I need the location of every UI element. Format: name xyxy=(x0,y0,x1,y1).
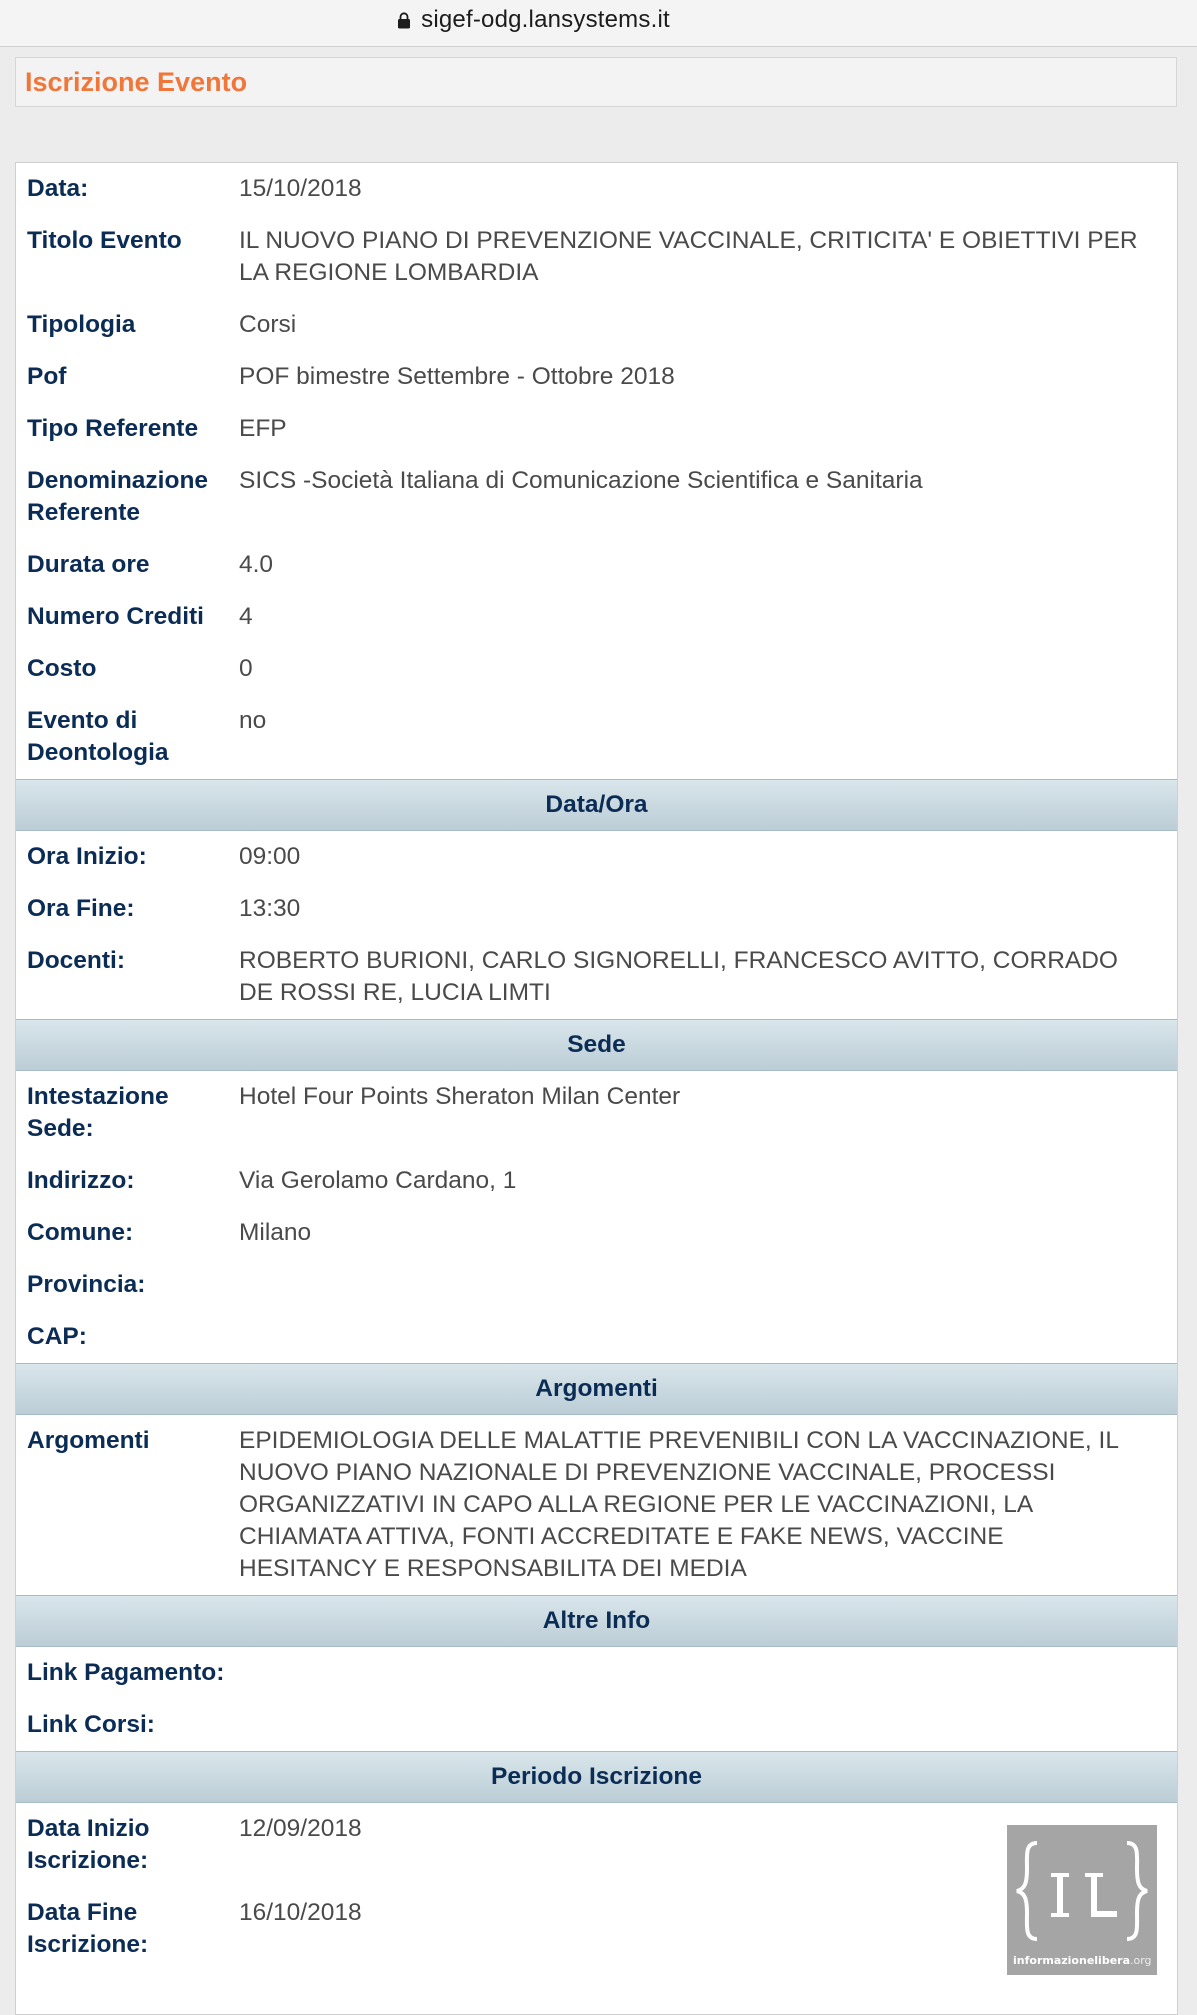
field-label: Link Corsi: xyxy=(27,1711,155,1738)
field-evento-deontologia xyxy=(16,695,1177,779)
field-docenti xyxy=(16,935,1177,1019)
field-tipologia xyxy=(16,299,1177,351)
field-label: Tipologia xyxy=(27,311,136,338)
field-value: EPIDEMIOLOGIA DELLE MALATTIE PREVENIBILI CON LA VACCINAZIONE, IL NUOVO PIANO NAZIONALE DI PREVENZIONE VACCINALE, PROCESSI ORGANIZZATIVI IN CAPO ALLA REGIONE PER LE VACCINAZIONI, LA CHIAMATA ATTIVA, FONTI ACCREDITATE E FAKE NEWS, VACCINE HESITANCY E RESPONSABILITA DEI MEDIA xyxy=(239,1427,1119,1582)
field-ora-inizio xyxy=(16,831,1177,883)
lock-icon xyxy=(397,12,411,29)
field-value xyxy=(239,1657,1177,1689)
field-titolo-evento xyxy=(16,215,1177,299)
field-value: Via Gerolamo Cardano, 1 xyxy=(239,1167,517,1194)
field-value: no xyxy=(239,707,267,734)
field-label: Durata ore xyxy=(27,551,150,578)
field-label: Evento di Deontologia xyxy=(27,707,169,766)
field-argomenti xyxy=(16,1415,1177,1595)
field-label: Tipo Referente xyxy=(27,415,199,442)
url-text: sigef-odg.lansystems.it xyxy=(421,6,670,33)
field-value: 4 xyxy=(239,603,253,630)
field-link-pagamento xyxy=(16,1647,1177,1699)
field-value: POF bimestre Settembre - Ottobre 2018 xyxy=(239,363,675,390)
field-value: Hotel Four Points Sheraton Milan Center xyxy=(239,1083,681,1110)
field-label: Indirizzo: xyxy=(27,1167,135,1194)
field-label: Data: xyxy=(27,175,89,202)
field-link-corsi xyxy=(16,1699,1177,1751)
url-display[interactable] xyxy=(397,6,670,34)
field-tipo-referente xyxy=(16,403,1177,455)
field-label: Ora Fine: xyxy=(27,895,135,922)
field-value: 4.0 xyxy=(239,551,274,578)
watermark-caption: informazionelibera.org xyxy=(1013,1954,1152,1967)
field-data-inizio-iscrizione xyxy=(16,1803,1177,1887)
field-ora-fine xyxy=(16,883,1177,935)
field-value: 0 xyxy=(239,655,253,682)
field-comune xyxy=(16,1207,1177,1259)
watermark-logo xyxy=(1007,1825,1157,1975)
section-header-data-ora: Data/Ora xyxy=(16,779,1177,831)
field-value xyxy=(239,1269,1177,1301)
field-data xyxy=(16,163,1177,215)
field-value: 15/10/2018 xyxy=(239,175,362,202)
field-label: Numero Crediti xyxy=(27,603,204,630)
field-label: Argomenti xyxy=(27,1427,150,1454)
watermark-logo-graphic xyxy=(1007,1825,1157,1975)
field-durata-ore xyxy=(16,539,1177,591)
field-intestazione-sede xyxy=(16,1071,1177,1155)
field-label: Ora Inizio: xyxy=(27,843,147,870)
field-value: SICS -Società Italiana di Comunicazione Scientifica e Sanitaria xyxy=(239,467,923,494)
section-header-altre-info: Altre Info xyxy=(16,1595,1177,1647)
field-value xyxy=(239,1709,1177,1741)
field-value: EFP xyxy=(239,415,287,442)
field-label: Titolo Evento xyxy=(27,227,182,254)
field-label: Docenti: xyxy=(27,947,125,974)
page-title-box xyxy=(15,57,1177,107)
field-numero-crediti xyxy=(16,591,1177,643)
field-value xyxy=(239,1321,1177,1353)
field-denominazione-referente xyxy=(16,455,1177,539)
field-label: Provincia: xyxy=(27,1271,146,1298)
field-indirizzo xyxy=(16,1155,1177,1207)
field-label: Costo xyxy=(27,655,97,682)
field-label: Intestazione Sede: xyxy=(27,1083,169,1142)
section-header-argomenti: Argomenti xyxy=(16,1363,1177,1415)
field-value: ROBERTO BURIONI, CARLO SIGNORELLI, FRANCESCO AVITTO, CORRADO DE ROSSI RE, LUCIA LIMTI xyxy=(239,947,1118,1006)
field-value: IL NUOVO PIANO DI PREVENZIONE VACCINALE, CRITICITA' E OBIETTIVI PER LA REGIONE LOMBARDIA xyxy=(239,227,1138,286)
field-label: Comune: xyxy=(27,1219,134,1246)
field-value: Corsi xyxy=(239,311,297,338)
field-provincia xyxy=(16,1259,1177,1311)
field-label: Link Pagamento: xyxy=(27,1659,225,1686)
field-costo xyxy=(16,643,1177,695)
browser-address-bar[interactable] xyxy=(0,0,1197,47)
field-cap xyxy=(16,1311,1177,1363)
field-label: Pof xyxy=(27,363,67,390)
field-data-fine-iscrizione xyxy=(16,1887,1177,1971)
field-value: 16/10/2018 xyxy=(239,1899,362,1926)
field-value: 09:00 xyxy=(239,843,301,870)
field-label: Data Inizio Iscrizione: xyxy=(27,1815,150,1874)
field-label: Data Fine Iscrizione: xyxy=(27,1899,149,1958)
field-label: CAP: xyxy=(27,1323,87,1350)
section-header-sede: Sede xyxy=(16,1019,1177,1071)
field-value: 12/09/2018 xyxy=(239,1815,362,1842)
field-label: Denominazione Referente xyxy=(27,467,209,526)
field-value: 13:30 xyxy=(239,895,301,922)
section-header-periodo-iscrizione: Periodo Iscrizione xyxy=(16,1751,1177,1803)
field-pof xyxy=(16,351,1177,403)
page-title: Iscrizione Evento xyxy=(25,66,248,97)
field-value: Milano xyxy=(239,1219,312,1246)
event-details-panel xyxy=(15,162,1178,2015)
